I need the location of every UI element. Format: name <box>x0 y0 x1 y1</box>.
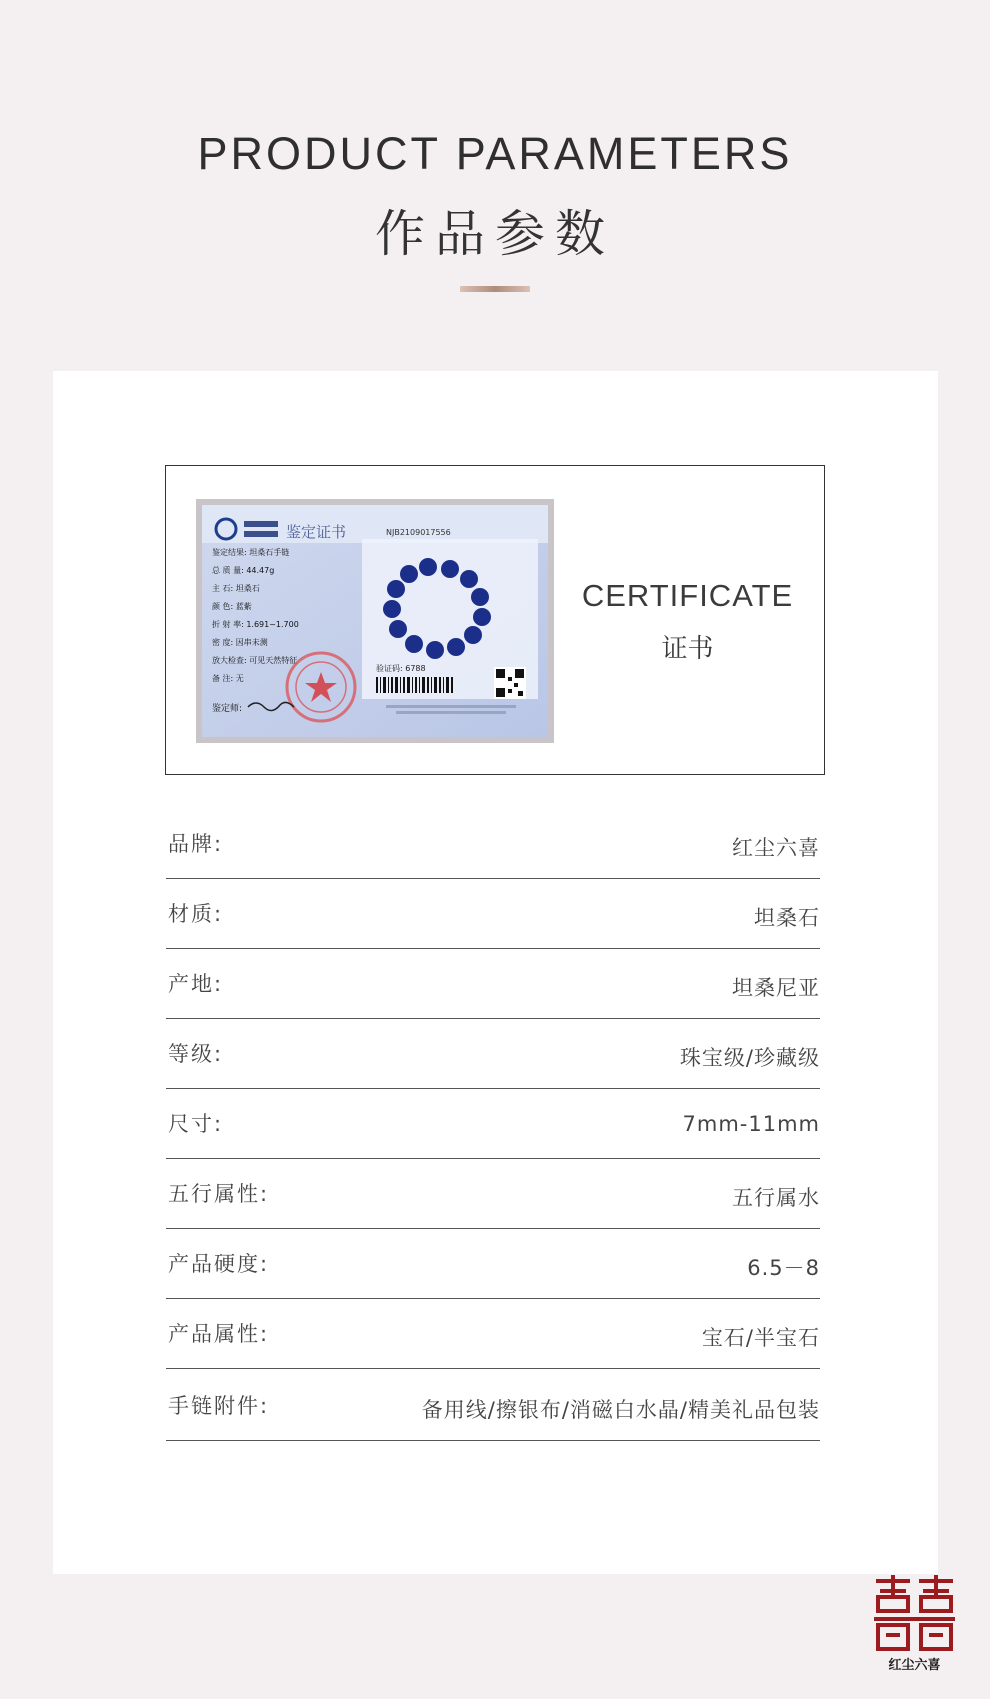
param-label: 五行属性: <box>168 1182 270 1206</box>
param-value: 备用线/擦银布/消磁白水晶/精美礼品包装 <box>421 1398 820 1422</box>
photo-signer: 鉴定师: <box>212 704 243 714</box>
brand-logo-text: 红尘六喜 <box>888 1658 941 1673</box>
param-row-size <box>166 1088 820 1159</box>
photo-field: 放大检查: 可见天然特征 <box>212 656 298 665</box>
photo-field: 密 度: 因串未测 <box>212 638 268 647</box>
photo-verify: 验证码: 6788 <box>376 664 426 673</box>
page-title-en: PRODUCT PARAMETERS <box>197 128 793 179</box>
certificate-photo <box>196 499 554 743</box>
param-value: 坦桑尼亚 <box>732 976 820 1000</box>
param-label: 尺寸: <box>168 1112 224 1136</box>
param-value: 6.5－8 <box>747 1256 820 1280</box>
param-row-grade <box>166 1018 820 1089</box>
param-label: 品牌: <box>168 832 224 856</box>
param-label: 产品属性: <box>168 1322 270 1346</box>
param-label: 等级: <box>168 1042 224 1066</box>
photo-field: 备 注: 无 <box>212 674 244 683</box>
param-value: 7mm-11mm <box>682 1112 820 1136</box>
param-label: 产品硬度: <box>168 1252 270 1276</box>
photo-field: 颜 色: 蓝紫 <box>212 602 252 611</box>
page-title-cn: 作品参数 <box>375 205 615 263</box>
param-row-element <box>166 1158 820 1229</box>
param-label: 产地: <box>168 972 224 996</box>
param-value: 五行属水 <box>732 1186 820 1210</box>
certificate-label-en: CERTIFICATE <box>581 578 794 613</box>
param-value: 珠宝级/珍藏级 <box>679 1046 820 1070</box>
certificate-label-cn: 证书 <box>661 634 714 664</box>
photo-field: 总 质 量: 44.47g <box>212 566 275 575</box>
photo-field: 鉴定结果: 坦桑石手链 <box>212 548 290 557</box>
photo-field: 主 石: 坦桑石 <box>212 584 260 593</box>
brand-logo <box>872 1575 957 1675</box>
title-divider <box>460 286 530 292</box>
param-row-origin <box>166 948 820 1019</box>
param-value: 红尘六喜 <box>732 836 820 860</box>
param-label: 材质: <box>168 902 224 926</box>
param-row-property <box>166 1298 820 1369</box>
param-row-brand <box>166 808 820 879</box>
param-row-accessories <box>166 1370 820 1441</box>
param-row-material <box>166 878 820 949</box>
photo-card-title: 鉴定证书 <box>286 523 347 541</box>
photo-field: 折 射 率: 1.691~1.700 <box>212 620 299 629</box>
param-row-hardness <box>166 1228 820 1299</box>
param-value: 坦桑石 <box>754 906 820 930</box>
photo-card-number: NJB2109017556 <box>386 528 451 537</box>
qr-code-icon <box>494 667 526 699</box>
param-label: 手链附件: <box>168 1394 270 1418</box>
param-value: 宝石/半宝石 <box>701 1326 820 1350</box>
